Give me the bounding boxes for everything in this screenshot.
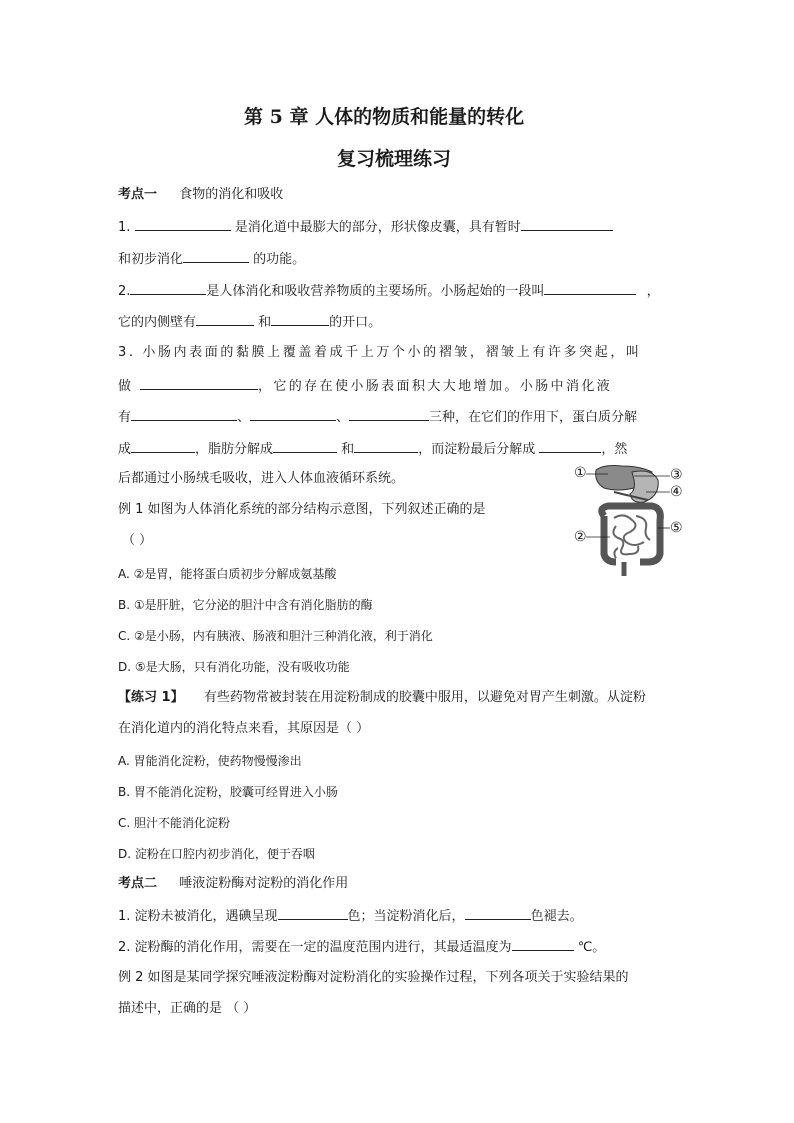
example1-option-a: A. ②是胃，能将蛋白质初步分解成氨基酸 [118,567,337,581]
figure-label-2: ② [574,529,587,545]
s1-q1-line2 [118,250,305,268]
answer-blank[interactable] [354,440,418,453]
answer-blank[interactable] [521,218,613,231]
q-number: 2. [118,284,131,299]
q-text: 有 [118,410,132,425]
q-text: ， [646,284,660,299]
answer-blank[interactable] [273,440,337,453]
s1-q2-line1 [118,282,660,300]
answer-blank[interactable] [465,907,531,920]
q-text: ，它的存在使小肠表面积大大地增加。小肠中消化液 [257,379,613,394]
practice1-option-c: C. 胆汁不能消化淀粉 [118,816,231,830]
example1-option-b: B. ①是肝脏，它分泌的胆汁中含有消化脂肪的酶 [118,598,373,612]
figure-label-3: ③ [670,467,683,483]
q-text: ，脂肪分解成 [195,442,274,457]
section1-heading: 考点一 [118,187,158,202]
section2-topic: 唾液淀粉酶对淀粉的消化作用 [179,876,349,891]
s1-q3-line2 [118,377,612,395]
s1-q3-line4 [118,440,627,458]
q-text: 色褪去。 [530,909,583,924]
section1-topic: 食物的消化和吸收 [179,187,284,202]
q-text: 和初步消化 [118,252,184,267]
practice1-tag: 【练习 1】 [118,690,184,705]
practice1-option-d: D. 淀粉在口腔内初步消化，便于吞咽 [118,847,315,861]
example2-line2: 描述中，正确的是 （ ） [118,1001,257,1016]
answer-blank[interactable] [349,408,429,421]
q-text: 是消化道中最膨大的部分，形状像皮囊，具有暂时 [234,220,521,235]
figure-label-5: ⑤ [670,520,683,536]
answer-blank[interactable] [140,377,258,390]
q-text: 、 [237,410,251,425]
q-text: 2. 淀粉酶的消化作用，需要在一定的温度范围内进行，其最适温度为 [118,940,512,955]
example1-answer-paren: （ ） [122,533,153,548]
example1-stem: 例 1 如图为人体消化系统的部分结构示意图，下列叙述正确的是 [118,502,486,517]
q-text: 成 [118,442,132,457]
q-text: ℃。 [577,940,606,955]
q-text: 做 [118,379,134,394]
example1-option-c: C. ②是小肠，内有胰液、肠液和胆汁三种消化液，利于消化 [118,629,433,643]
section2-heading-row [118,876,348,892]
figure-label-4: ④ [670,484,683,500]
digestive-system-figure [574,462,686,580]
practice1-line1 [118,690,646,706]
answer-blank[interactable] [271,313,329,326]
answer-blank[interactable] [539,440,601,453]
practice1-option-a: A. 胃能消化淀粉，使药物慢慢渗出 [118,754,302,768]
q-text: 和 [258,315,272,330]
answer-blank[interactable] [512,938,574,951]
q-text: 三种，在它们的作用下，蛋白质分解 [429,410,638,425]
q-text: 的功能。 [253,252,306,267]
q-text: ，而淀粉最后分解成 [418,442,536,457]
answer-blank[interactable] [278,907,348,920]
s1-q3-line5: 后都通过小肠绒毛吸收，进入人体血液循环系统。 [118,471,405,486]
q-text: 它的内侧壁有 [118,315,197,330]
answer-blank[interactable] [183,250,249,263]
example2-line1: 例 2 如图是某同学探究唾液淀粉酶对淀粉消化的实验操作过程，下列各项关于实验结果的 [118,970,629,985]
figure-label-1: ① [574,465,587,481]
s1-q3-line3 [118,408,637,426]
practice1-option-b: B. 胃不能消化淀粉，胶囊可经胃进入小肠 [118,785,338,799]
q-number: 1. [118,220,131,235]
practice1-line2: 在消化道内的消化特点来看，其原因是（ ） [118,721,370,736]
q-text: 的开口。 [329,315,382,330]
page-subtitle: 复习梳理练习 [337,148,452,170]
answer-blank[interactable] [544,282,636,295]
section1-heading-row [118,187,283,203]
q-text: 色；当淀粉消化后， [347,909,465,924]
practice1-text: 有些药物常被封装在用淀粉制成的胶囊中服用，以避免对胃产生刺激。从淀粉 [203,690,646,705]
s2-q1 [118,907,583,925]
answer-blank[interactable] [135,218,231,231]
answer-blank[interactable] [130,282,206,295]
answer-blank[interactable] [196,313,254,326]
s1-q2-line2 [118,313,381,331]
q-text: ，然 [601,442,628,457]
section2-heading: 考点二 [118,876,158,891]
q-text: 是人体消化和吸收营养物质的主要场所。小肠起始的一段叫 [206,284,545,299]
s1-q3-line1: 3. 小肠内表面的黏膜上覆盖着成千上万个小的褶皱，褶皱上有许多突起，叫 [118,345,642,360]
answer-blank[interactable] [250,408,336,421]
answer-blank[interactable] [131,408,237,421]
chapter-title: 第 5 章 人体的物质和能量的转化 [244,106,525,128]
example1-option-d: D. ⑤是大肠，只有消化功能，没有吸收功能 [118,660,350,674]
q-text: 、 [336,410,350,425]
s1-q1-line1 [118,218,613,236]
s2-q2 [118,938,605,956]
answer-blank[interactable] [131,440,195,453]
q-text: 和 [341,442,355,457]
q-text: 1. 淀粉未被消化，遇碘呈现 [118,909,278,924]
